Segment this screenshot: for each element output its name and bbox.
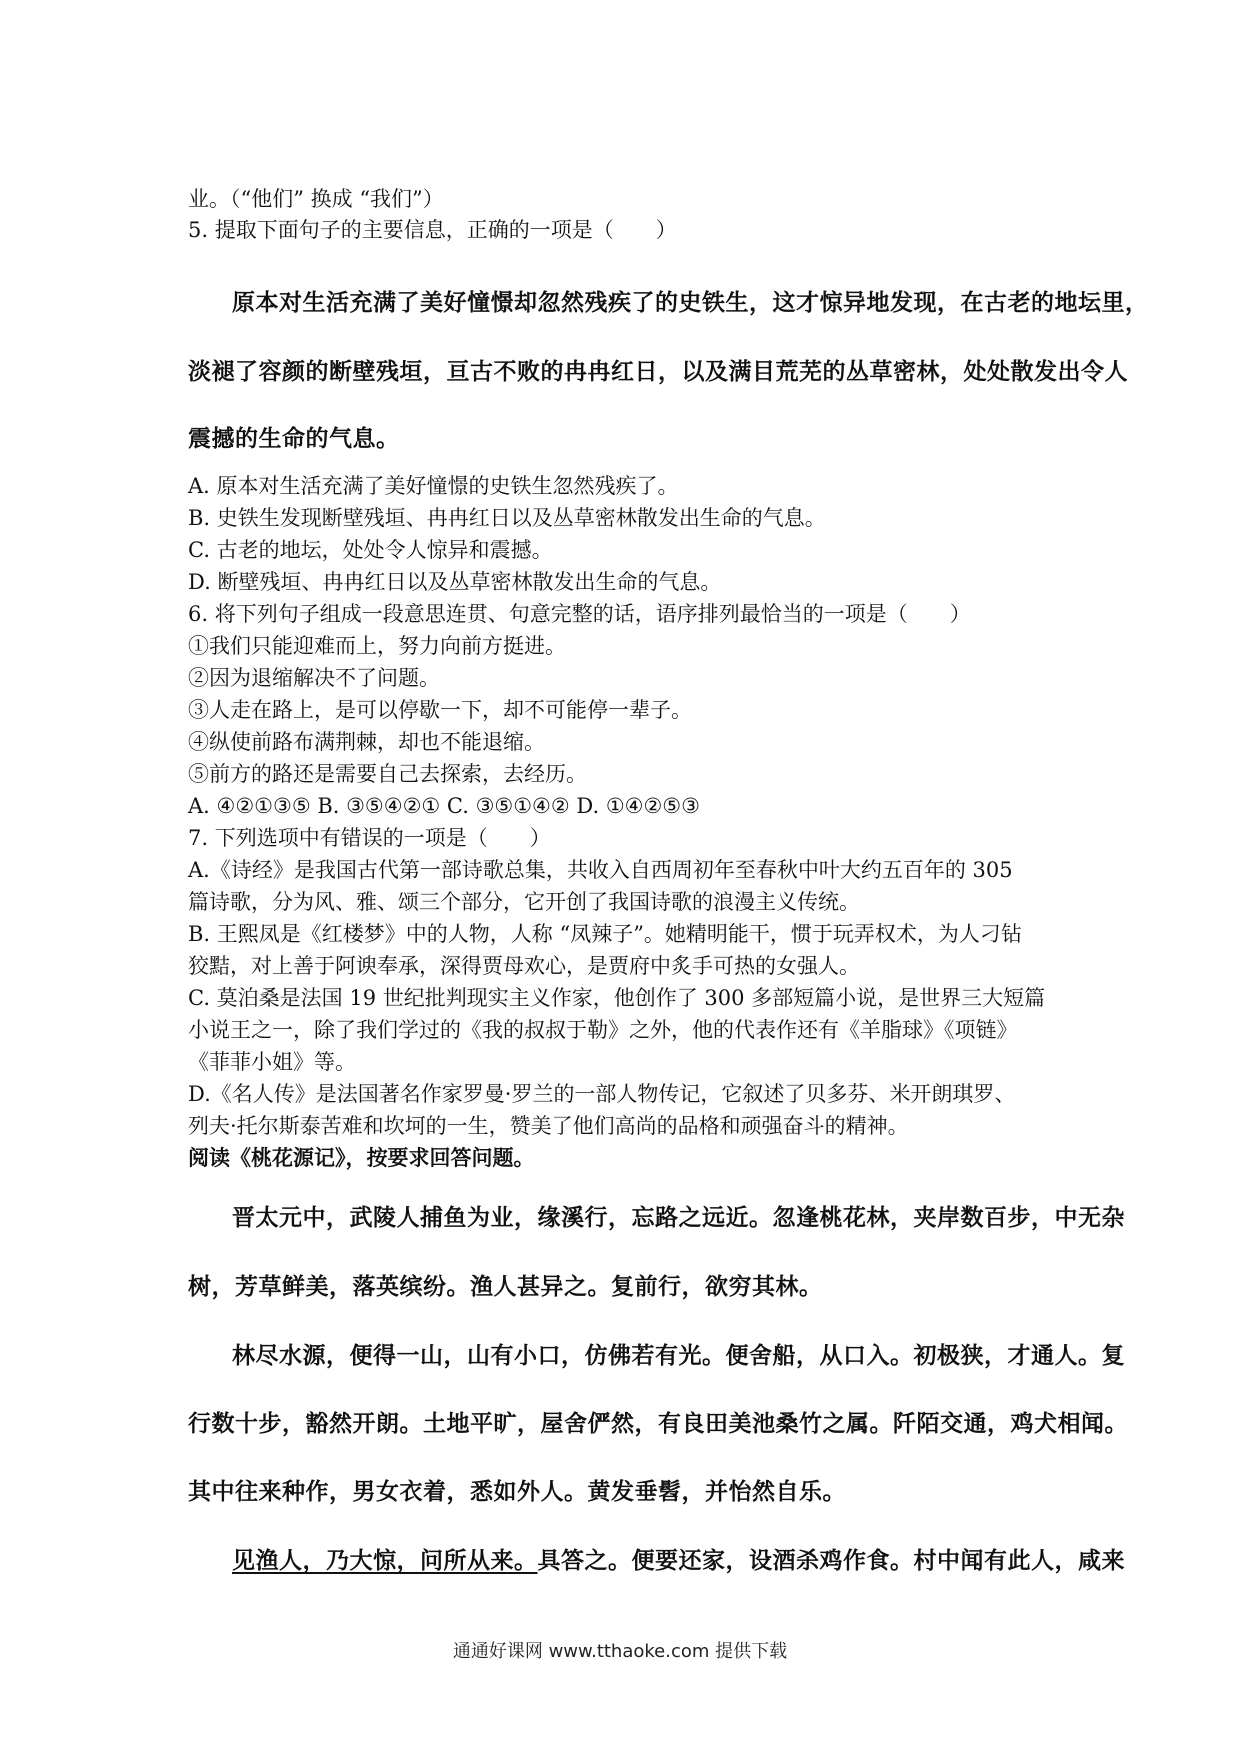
passage-line: 淡褪了容颜的断壁残垣，亘古不败的冉冉红日，以及满目荒芜的丛草密林，处处散发出令人 bbox=[188, 359, 1128, 385]
section-heading: 阅读《桃花源记》，按要求回答问题。 bbox=[188, 1146, 535, 1170]
passage-text: 具答之。便要还家，设酒杀鸡作食。村中闻有此人，咸来 bbox=[537, 1548, 1125, 1574]
question-6-stem: 6. 将下列句子组成一段意思连贯、句意完整的话，语序排列最恰当的一项是（ ） bbox=[188, 602, 971, 626]
option-c-cont: 小说王之一，除了我们学过的《我的叔叔于勒》之外，他的代表作还有《羊脂球》《项链》 bbox=[188, 1018, 1018, 1042]
sentence-item: ③人走在路上，是可以停歇一下，却不可能停一辈子。 bbox=[188, 698, 692, 722]
option-b: B. 史铁生发现断壁残垣、冉冉红日以及丛草密林散发出生命的气息。 bbox=[188, 506, 826, 530]
option-d: D. 断壁残垣、冉冉红日以及丛草密林散发出生命的气息。 bbox=[188, 570, 722, 594]
option-a: A. 原本对生活充满了美好憧憬的史铁生忽然残疾了。 bbox=[188, 474, 679, 498]
underlined-sentence: 见渔人，乃大惊，问所从来。 bbox=[232, 1548, 538, 1574]
sentence-item: ⑤前方的路还是需要自己去探索，去经历。 bbox=[188, 762, 587, 786]
option-b-cont: 狡黠，对上善于阿谀奉承，深得贾母欢心，是贾府中炙手可热的女强人。 bbox=[188, 954, 860, 978]
option-d: D.《名人传》是法国著名作家罗曼·罗兰的一部人物传记，它叙述了贝多芬、米开朗琪罗、 bbox=[188, 1082, 1016, 1106]
option-c: C. 古老的地坛，处处令人惊异和震撼。 bbox=[188, 538, 553, 562]
question-5-stem: 5. 提取下面句子的主要信息，正确的一项是（ ） bbox=[188, 218, 677, 242]
option-a-cont: 篇诗歌，分为风、雅、颂三个部分，它开创了我国诗歌的浪漫主义传统。 bbox=[188, 890, 860, 914]
passage-line: 原本对生活充满了美好憧憬却忽然残疾了的史铁生，这才惊异地发现，在古老的地坛里， bbox=[232, 290, 1149, 316]
option-b: B. 王熙凤是《红楼梦》中的人物，人称 “凤辣子”。她精明能干，惯于玩弄权术，为人刁钻 bbox=[188, 922, 1022, 946]
sentence-item: ②因为退缩解决不了问题。 bbox=[188, 666, 440, 690]
passage-line: 震撼的生命的气息。 bbox=[188, 426, 400, 452]
sentence-item: ④纵使前路布满荆棘，却也不能退缩。 bbox=[188, 730, 545, 754]
passage-line: 晋太元中，武陵人捕鱼为业，缘溪行，忘路之远近。忽逢桃花林，夹岸数百步，中无杂 bbox=[232, 1205, 1125, 1231]
text-line: 业。（“他们” 换成 “我们”） bbox=[188, 187, 444, 211]
page-footer: 通通好课网 www.tthaoke.com 提供下载 bbox=[452, 1641, 788, 1662]
option-d-cont: 列夫·托尔斯泰苦难和坎坷的一生，赞美了他们高尚的品格和顽强奋斗的精神。 bbox=[188, 1114, 909, 1138]
option-a: A.《诗经》是我国古代第一部诗歌总集，共收入自西周初年至春秋中叶大约五百年的 305 bbox=[188, 858, 1013, 882]
passage-line: 其中往来种作，男女衣着，悉如外人。黄发垂髫，并怡然自乐。 bbox=[188, 1479, 846, 1505]
option-c: C. 莫泊桑是法国 19 世纪批判现实主义作家，他创作了 300 多部短篇小说，是世界三大短篇 bbox=[188, 986, 1046, 1010]
option-c-cont: 《菲菲小姐》等。 bbox=[188, 1050, 356, 1074]
passage-line bbox=[232, 1546, 1125, 1576]
passage-line: 林尽水源，便得一山，山有小口，仿佛若有光。便舍船，从口入。初极狭，才通人。复 bbox=[232, 1343, 1125, 1369]
passage-line: 树，芳草鲜美，落英缤纷。渔人甚异之。复前行，欲穷其林。 bbox=[188, 1274, 823, 1300]
question-7-stem: 7. 下列选项中有错误的一项是（ ） bbox=[188, 826, 551, 850]
passage-line: 行数十步，豁然开朗。土地平旷，屋舍俨然，有良田美池桑竹之属。阡陌交通，鸡犬相闻。 bbox=[188, 1411, 1128, 1437]
sentence-item: ①我们只能迎难而上，努力向前方挺进。 bbox=[188, 634, 566, 658]
question-6-options: A. ④②①③⑤ B. ③⑤④②① C. ③⑤①④② D. ①④②⑤③ bbox=[188, 794, 700, 818]
